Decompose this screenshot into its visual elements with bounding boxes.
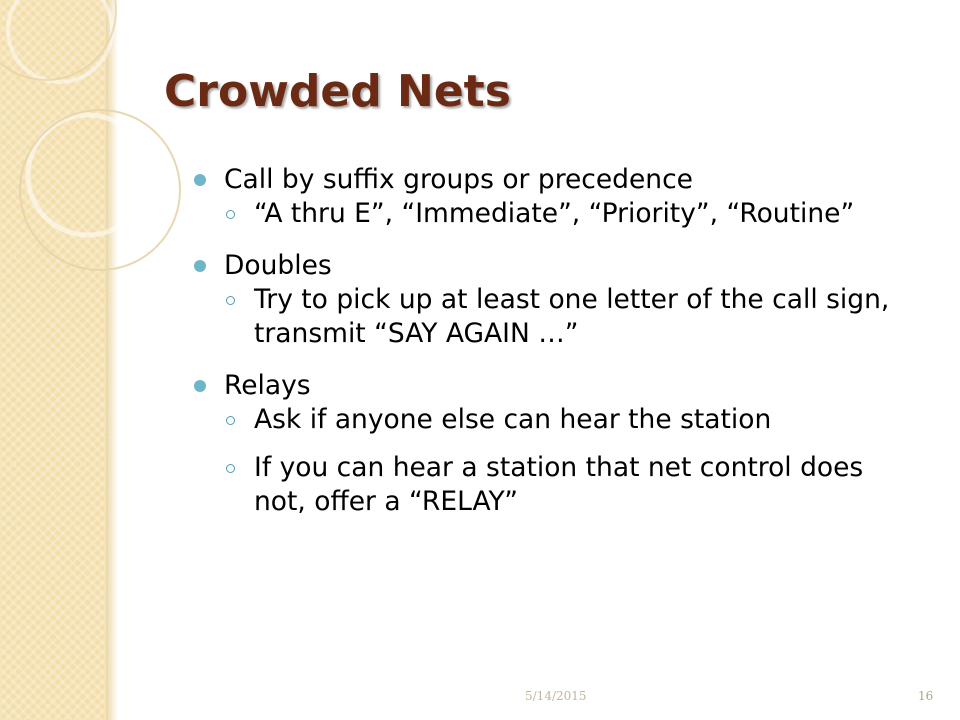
bullet-list xyxy=(194,163,894,519)
decorative-rings xyxy=(0,0,200,300)
sub-bullet-item xyxy=(224,451,894,519)
sub-bullet-item xyxy=(224,283,894,351)
sub-bullet-icon xyxy=(226,464,235,473)
sub-bullet-list xyxy=(224,283,894,351)
bullet-icon xyxy=(194,174,206,186)
bullet-item xyxy=(194,369,894,519)
bullet-text: Call by suffix groups or precedence xyxy=(224,164,693,195)
footer-date: 5/14/2015 xyxy=(525,689,587,703)
footer-page-number: 16 xyxy=(918,689,934,703)
sub-bullet-text: If you can hear a station that net control does not, offer a “RELAY” xyxy=(254,452,864,517)
bullet-text: Relays xyxy=(224,370,311,401)
bullet-item xyxy=(194,249,894,351)
sub-bullet-icon xyxy=(226,210,235,219)
bullet-icon xyxy=(194,380,206,392)
sub-bullet-list xyxy=(224,197,894,231)
bullet-text: Doubles xyxy=(224,250,332,281)
sub-bullet-list xyxy=(224,403,894,519)
sub-bullet-text: “A thru E”, “Immediate”, “Priority”, “Routine” xyxy=(254,198,855,229)
sub-bullet-item xyxy=(224,197,894,231)
sub-bullet-text: Try to pick up at least one letter of the call sign, transmit “SAY AGAIN …” xyxy=(254,284,890,349)
sub-bullet-icon xyxy=(226,416,235,425)
bullet-item xyxy=(194,163,894,231)
sub-bullet-icon xyxy=(226,296,235,305)
sub-bullet-item xyxy=(224,403,894,437)
slide-body xyxy=(194,163,894,537)
bullet-icon xyxy=(194,260,206,272)
slide-title: Crowded Nets xyxy=(164,66,511,117)
sub-bullet-text: Ask if anyone else can hear the station xyxy=(254,404,772,435)
